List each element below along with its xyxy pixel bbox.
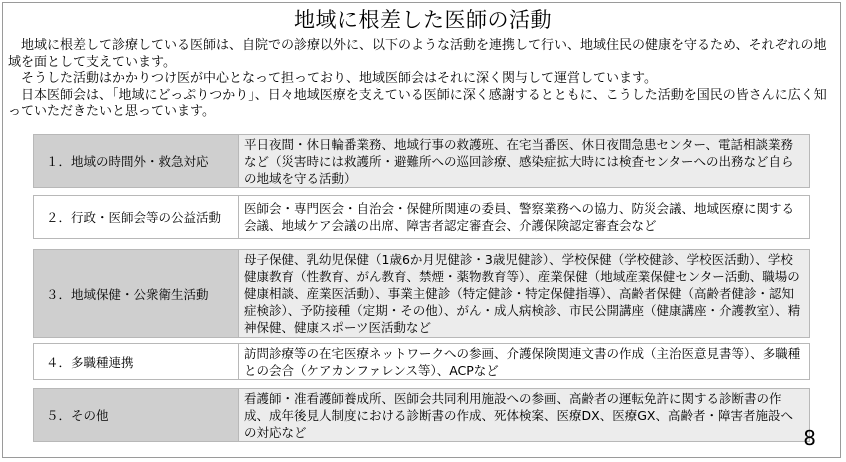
activity-text-5: 看護師・准看護師養成所、医師会共同利用施設への参画、高齢者の運転免許に関する診断書の作成、成年後見人制度における診断書の作成、死体検案、医療DX、医療GX、高齢者・障害者施設への対応など xyxy=(238,389,809,441)
activity-label-5: ５．その他 xyxy=(34,389,238,441)
activity-row-2 xyxy=(33,195,810,239)
intro-text xyxy=(8,38,838,121)
activity-label-2: ２．行政・医師会等の公益活動 xyxy=(46,210,222,225)
activity-text-2: 医師会・専門医会・自治会・保健所関連の委員、警察業務への協力、防災会議、地域医療に関する会議、地域ケア会議の出席、障害者認定審査会、介護保険認定審査会など xyxy=(238,196,809,238)
activity-label-1: １．地域の時間外・救急対応 xyxy=(34,135,238,187)
page-number: 8 xyxy=(803,426,816,450)
activity-label-4: ４．多職種連携 xyxy=(46,354,134,370)
activity-row-4 xyxy=(33,343,810,380)
intro-paragraph-2: そうした活動はかかりつけ医が中心となって担っており、地域医師会はそれに深く関与して運営しています。 xyxy=(8,71,657,86)
activity-row-3 xyxy=(33,249,810,338)
activity-text-1: 平日夜間・休日輪番業務、地域行事の救護班、在宅当番医、休日夜間急患センター、電話相談業務など（災害時には救護所・避難所への巡回診療、感染症拡大時には検査センターへの出務など自らの地域を守る活動） xyxy=(238,135,809,187)
activity-row-5 xyxy=(33,388,810,442)
activity-text-4: 訪問診療等の在宅医療ネットワークへの参画、介護保険関連文書の作成（主治医意見書等）、多職種との会合（ケアカンファレンス等）、ACPなど xyxy=(238,344,809,379)
activity-row-1 xyxy=(33,134,810,188)
intro-paragraph-1: 地域に根差して診療している医師は、自院での診療以外に、以下のような活動を連携して行い、地域住民の健康を守るため、それぞれの地域を面として支えています。 xyxy=(8,38,827,70)
page-title: 地域に根差した医師の活動 xyxy=(294,8,552,32)
activity-text-3: 母子保健、乳幼児保健（1歳6か月児健診・3歳児健診）、学校保健（学校健診、学校医活動）、学校健康教育（性教育、がん教育、禁煙・薬物教育等）、産業保健（地域産業保健センター活動、職場の健康相談、産業医活動）、事業主健診（特定健診・特定保健指導）、高齢者保健（高齢者健診・認知症検診）、予防接種（定期・その他）、がん・成人病検診、市民公開講座（健康講座・介護教室）、精神保健、健康スポーツ医活動など xyxy=(238,250,809,337)
activity-label-3: ３．地域保健・公衆衛生活動 xyxy=(34,250,238,337)
intro-paragraph-3: 日本医師会は、「地域にどっぷりつかり」、日々地域医療を支えている医師に深く感謝するとともに、こうした活動を国民の皆さんに広く知っていただきたいと思っています。 xyxy=(8,87,827,119)
